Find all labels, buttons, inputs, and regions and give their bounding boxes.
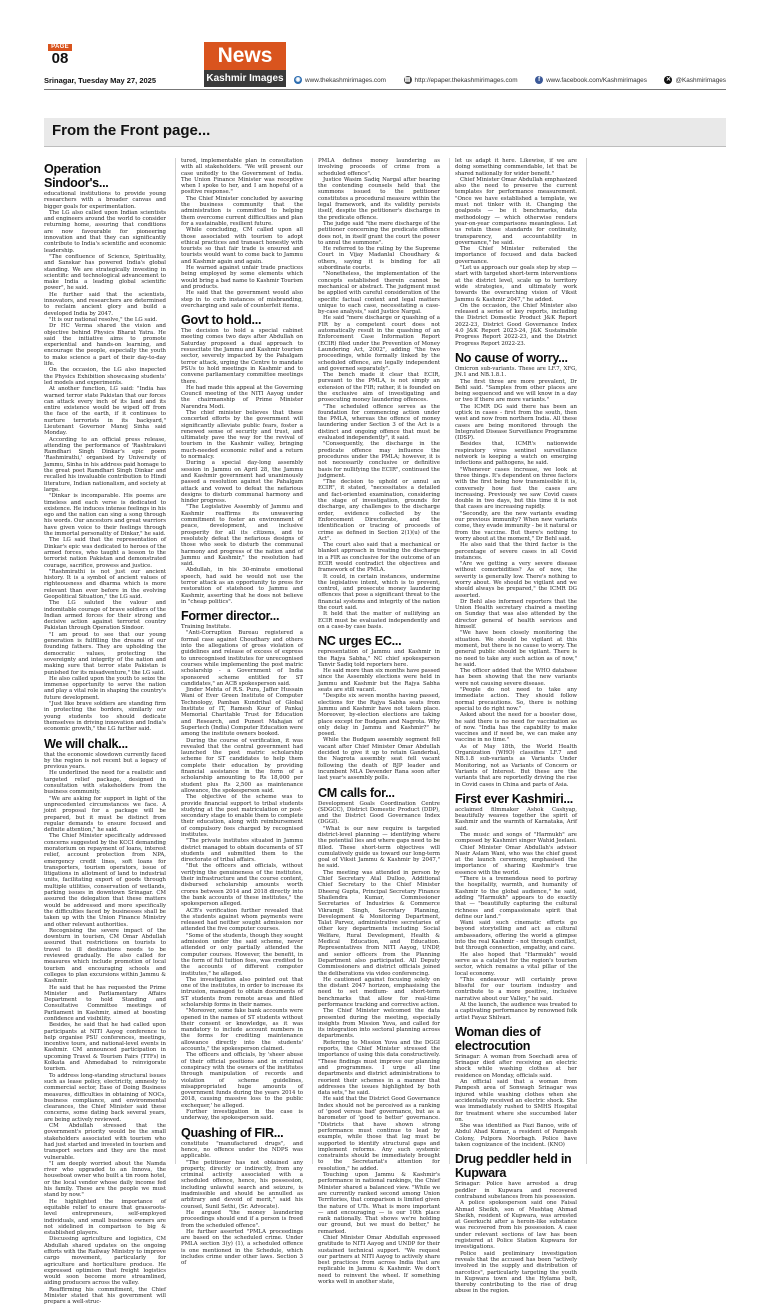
article-paragraph: "This endeavour will certainly prove blissful for our tourism industry and contribute to a more positive, inclusive narrative about our Valley," he said. [455, 976, 577, 1002]
article-paragraph: The meeting was attended in person by Chief Secretary Atal Dulloo, Additional Chief Secretary to the Chief Minister Dheeraj Gupta, Principal Secretary Finance Shailendra Kumar, Commissioner Secretaries of Industries & Commerce Vikramjit Singh, Secretary Planning, Development & Monitoring Department, Talat Parvez, administrative secretaries of other key departments including Social Welfare, Rural Development, Health & Medical Education, and Education. Representatives from NITI Aayog, UNDP, and senior officers from the Planning Department also participated. All Deputy Commissioners and district officials joined the deliberations via video conferencing. [318, 869, 440, 977]
section-title: News [217, 44, 273, 67]
article-paragraph: "It is our national resolve," the LG said. [49, 316, 158, 323]
article-paragraph: "What is our new require is targeted district-level planning — identifying where the potential lies and where gaps need to be filled. These short-term objectives will cumulatively guide us toward our long-term goal of Viksit Jammu & Kashmir by 2047," he said. [318, 825, 440, 870]
article-paragraph: Abdullah, in his 30-minute emotional speech, had said he would not use the terror attack as an opportunity to press for restoration of statehood to Jammu and Kashmir, asserting that he does not believe in "cheap politics". [181, 567, 303, 605]
article-paragraph: It could, in certain instances, undermine the legislative intent, which is to prevent, control, and prosecute money laundering offences that pose a significant threat to the financial systems and integrity of the nation the court said. [318, 573, 440, 612]
article-paragraph: The ICMR DG said there has been an uptick in cases - first from the south, then west and now from northern India. All these cases are being monitored through the Integrated Disease Surveillance Programme (IDSP). [455, 403, 577, 442]
article-paragraph: Training Institute. [181, 624, 231, 631]
article-paragraph: A police spokesperson said one Faisal Ahmad Sheikh, son of Mushtaq Ahmad Sheikh, resident of Kupwara, was arrested at Geerkuchi after a heroin-like substance was recovered from his possession. A case under relevant sections of law has been registered at Police Station Kupwara for investigations. [455, 1200, 577, 1251]
article-paragraph: He also hoped that "Harmukh" would serve as a catalyst for the region's tourism sector, which remains a vital pillar of the local economy. [455, 951, 577, 977]
article-paragraph: "People do not need to take any immediate action. They should follow normal precautions. So, there is nothing special to do right now." [455, 687, 577, 712]
article-paragraph: Besides, he said that he had called upon participants at NITI Aayog conference to help organise PSU conferences, meetings, incentive tours, and national-level events in Kashmir. CM announced participation in upcoming Travel & Tourism Fairs (TTFs) in Kolkata and Ahmedabad to reinvigorate tourism. [44, 1022, 166, 1073]
article-paragraph: "The confluence of Science, Spirituality, and Sanskar has powered India's global standing. We are strategically investing in scientific and technological advancement to make India a leading global scientific power", he said. [44, 253, 166, 292]
article-paragraph: He referred to the ruling by the Supreme Court in Vijay Madanlal Choudhary & others, saying it is binding for all subordinate courts. [318, 246, 440, 272]
article-paragraph: He said that the government would also step in to curb instances of misbranding, overcharging and sale of counterfeit items. [181, 290, 303, 309]
column-4 [455, 158, 577, 1295]
article-headline: Govt to hold... [181, 313, 262, 328]
article-paragraph: He also said that the third factor is the percentage of severe cases in all Covid instances. [455, 542, 577, 561]
facebook-link[interactable]: f www.facebook.com/Kashmirimages [535, 76, 647, 84]
column-divider [312, 158, 313, 1164]
article-paragraph: "The petitioner has not obtained any property, directly or indirectly, from any criminal activity associated with a scheduled offence, hence, his possession, including unlawful search and seizure, is inadmissible and should be annulled as arbitrary and devoid of merit," said his counsel, Sunil Sethi, (Sr. Advocate). [181, 1159, 303, 1210]
article-paragraph: He also called upon the youth to seize the immense opportunity to serve the nation and play a vital role in shaping the country's future development. [44, 675, 166, 701]
article-paragraph: The LG saluted the valour and indomitable courage of brave soldiers of the Indian armed forces for their strong and decisive action against terrorist country Pakistan through Operation Sindoor. [44, 600, 166, 632]
article-paragraph: "Whenever cases increase, we look at three things. It's dependent on three factors with the first being how transmissible it is, conversely how fast the cases are increasing. Previously we saw Covid cases double in two days, but this time it is not that cases are increasing rapidly. [455, 466, 577, 511]
website-link[interactable]: ◉ www.thekashmirimages.com [295, 76, 386, 84]
article-paragraph: PMLA defines money laundering as involving proceeds of crime from a scheduled offence". [318, 158, 440, 177]
masthead-rule [44, 89, 726, 90]
social-links [294, 76, 726, 84]
article-paragraph: Chief Minister Omar Abdullah expressed gratitude to NITI Aayog and UNDP for their sustained technical support. "We request our partners at NITI Aayog to actively share best practices from across India that are replicable in Jammu & Kashmir. We don't need to reinvent the wheel. If something works well in another state, [318, 1234, 440, 1286]
article-paragraph: The Chief Minister welcomed the data presented during the meeting, especially insights from Mission Yuva, and called for its integration into sectoral planning across departments. [318, 1008, 440, 1040]
article-paragraph: "The Legislative Assembly of Jammu and Kashmir reaffirms its unwavering commitment to foster an environment of peace, development, and inclusive prosperity for all its citizens, and to resolutely defeat the nefarious designs of those who seek to disturb the communal harmony and progress of the nation and of Jammu and Kashmir," the resolution had said. [181, 504, 303, 568]
article-paragraph: "Just like brave soldiers are standing firm in protecting the borders, similarly our young students too should dedicate themselves in driving innovation and India's economic growth," the LG further said. [44, 701, 166, 733]
article-paragraph: Srinagar: A woman from Soechadi area of Srinagar died after receiving an electric shock while washing clothes at her residence on Monday, officials said. [455, 1053, 577, 1079]
article-paragraph: He said that he has requested the Prime Minister and Parliamentary Affairs Department to hold Standing and Consultative Committee meetings of Parliament in Kashmir, aimed at boosting confidence and visibility. [44, 984, 166, 1022]
article-paragraph: "Anti-Corruption Bureau registered a formal case against Choudhary and others into the allegations of gross violation of guidelines and release of excess of express to unrecognised institutes for unrecognised courses while implementing the post matric scholarship - a Government of India sponsored scheme entitled for ST candidates," an ACB spokesperson said. [181, 630, 303, 687]
column-divider [449, 158, 450, 1164]
article-paragraph: On the occasion, the LG also inspected the Physics Exhibition showcasing students' led models and experiments. [44, 367, 166, 386]
article-paragraph: He underlined the need for a realistic and targeted relief package, designed in consultation with stakeholders from the business community. [44, 770, 166, 796]
epaper-link[interactable]: ▤ http://epaper.thekashmirimages.com [404, 76, 518, 84]
article-paragraph: It held that the matter of nullifying an ECIR must be evaluated independently and on a case-by case basis. [318, 611, 440, 630]
article-paragraph: "Rashmirathi is not just our ancient history. It is a symbol of ancient values of righteousness and dharma which is more relevant than ever before in the evolving Geopolitical Situation," the LG said. [44, 568, 166, 600]
article-headline: NC urges EC... [318, 634, 402, 649]
article-paragraph: Recognising the severe impact of the downturn in tourism, CM Omar Abdullah assured that restrictions on tourists to travel to ill destinations needs to be reviewed gradually. He also called for measures which include promotion of local tourism and encouraging schools and colleges to plan excursions within Jammu & Kashmir. [44, 927, 166, 985]
article-paragraph: Omicron sub-variants. These are LF.7, XFG, JN.1 and NB.1.8.1. [455, 365, 577, 379]
article-headline: Former director... [181, 609, 280, 624]
article-paragraph: "Dinkar is incomparable. His poems are timeless and each verse is dedicated to existence. He induces intense feelings in his ego and the nation can sing a song through his words. Our ancestors and great warriors have given voice to their feelings through the immortal personality of Dinkar," he said. [44, 493, 166, 538]
article-headline: We will chalk... [44, 736, 128, 751]
article-paragraph: The judge said "the mere discharge of the petitioner concerning the predicate offence does not, in itself grant the court the power to annul the summons". [318, 220, 440, 246]
facebook-icon: f [535, 76, 543, 84]
article-headline: Drug peddler held in Kupwara [455, 1152, 572, 1181]
article-paragraph: tured, implementable plan in consultation with all stakeholders. "We will present our case unitedly to the Government of India. The Union Finance Minister was receptive when I spoke to her, and I am hopeful of a positive response." [181, 158, 303, 196]
article-paragraph: Jinder Mehta of R.S. Pura, Jaffer Hussain Wani of Ever Green Institute of Computer Technology, Pamban Kundrihal of Global Institute of IT, Ramesh Kour of Pankaj Memorial Charitable Trust for Education and Research, and Puneet Mahajan of Supertech (India) Computer Education were among the institute owners booked. [181, 687, 303, 738]
article-paragraph: The investigation also pointed out that one of the institutes, in order to increase its intrusion, managed to obtain documents of ST students from remote areas and filled scholarship forms in their names. [181, 976, 303, 1008]
article-paragraph: The objective of the scheme was to provide financial support to tribal students studying at the post matriculation or post-secondary stage to enable them to complete their education, along with reimbursement of compulsory fees charged by recognised institutes. [181, 794, 303, 838]
article-paragraph: He had made this appeal at the Governing Council meeting of the NITI Aayog under the chairmanship of Prime Minister Narendra Modi. [181, 384, 303, 410]
article-paragraph: "Consequently, the discharge in the predicate offence may influence the procedures under the PMLA; however, it is not necessarily conclusive or definitive basis for nullifying the ECIR", continued the judgment. [318, 441, 440, 479]
article-paragraph: Wani said such cinematic efforts go beyond storytelling and act as cultural ambassadors, offering the world a glimpse into the real Kashmir - not through conflict, but through connection, empathy, and care. [455, 920, 577, 952]
page-label: PAGE [48, 44, 72, 51]
article-paragraph: CM Abdullah stressed that the government's priority would be the small stakeholders associated with tourism who had just started and invested in tourism and transport sectors and they are the most vulnerable. [44, 1123, 166, 1161]
article-paragraph: "We are asking for support in light of the unprecedented circumstances we face. A joint proposal for a package will be prepared, but it must be distinct from regular demands to ensure focused and definite attention," he said. [44, 795, 166, 834]
article-paragraph: Justice Wasim Sadiq Nargal after hearing the contending counsels held that the summons issued to the petitioner constitutes a procedural measure within the legal framework, and its validity persists itself, despite the petitioner's discharge in the predicate offence. [318, 176, 440, 221]
brand-name: Kashmir Images [204, 70, 286, 87]
article-paragraph: The decision to hold a special cabinet meeting comes two days after Abdullah on Saturday proposed a dual approach to resuscitate the Jammu and Kashmir tourism sector, severely impacted by the Pahalgam terror attack, urging the Centre to mandate PSUs to hold meetings in Kashmir and to convene parliamentary committee meetings there. [181, 328, 303, 385]
article-headline: Quashing of FIR... [181, 1125, 284, 1140]
article-paragraph: let us adapt it here. Likewise, if we are doing something commendable, let that be shared nationally for wider benefit." [455, 158, 577, 177]
article-paragraph: representation of Jammu and Kashmir in the Rajya Sabha," NC chief spokesperson Tanvir Sadiq told reporters here. [318, 649, 440, 668]
article-paragraph: "Secondly, are the new variants evading our previous immunity? When new variants come, they evade immunity - be it natural or from the vaccine. But there's nothing to worry about at the moment," Dr Behl said. [455, 510, 577, 542]
x-link[interactable]: ✕ @Kashmirimages [665, 76, 726, 84]
article-paragraph: that the economic slowdown currently faced by the region is not recent but a legacy of previous years. [44, 751, 166, 771]
article-paragraph: He highlighted the importance of equitable relief to ensure that grassroots-level entrepreneurs, self-employed individuals, and small business owners are not sidelined in comparison to big & established players. [44, 1198, 166, 1237]
article-headline: First ever Kashmiri... [455, 791, 573, 806]
article-paragraph: The first three are more prevalent, Dr Behl said. "Samples from other places are being sequenced and we will know in a day or two if there are more variants." [455, 378, 577, 404]
column-divider [586, 158, 587, 1164]
article-paragraph: As of May 18th, the World Health Organization (WHO) classifies LF.7 and NB.1.8 sub-variants as Variants Under Monitoring, not as Variants of Concern or Variants of Interest. But these are the variants that are reportedly driving the rise in Covid cases in China and parts of Asia. [455, 743, 577, 788]
article-paragraph: Srinagar: Police have arrested a drug peddler in Kupwara and recovered contraband substances from his possession. [455, 1181, 577, 1200]
article-paragraph: Referring to Mission Yuva and the DGGI reports, the Chief Minister stressed the importance of using this data constructively. "These findings must improve our planning and programmes. I urge all line departments and district administrations to reorient their schemes in a manner that addresses the issues highlighted by both data sets," he said. [318, 1039, 440, 1097]
article-paragraph: acclaimed filmmaker Ashok Cashyap, beautifully weaves together the spirit of Kashmir and the warmth of Karnataka, Arif said. [455, 806, 577, 832]
article-paragraph: "The private institutes situated in Jammu district managed to obtain documents of ST students and submitted them to the directorate of tribal affairs. [181, 838, 303, 864]
article-paragraph: She was identified as Fazi Banoo, wife of Abdul Ahad Kumar, a resident of Pampesh Colony, Pulpora Noorbagh. Police have taken cognizance of the incident. (KNO) [455, 1123, 577, 1149]
article-paragraph: The Chief Minister concluded by assuring the business community that the administration is committed to helping them overcome current difficulties and plan for a sustainable, resilient future. [181, 195, 303, 227]
article-paragraph: While the Budgam assembly segment fell vacant after Chief Minister Omar Abdullah decided to give it up to retain Ganderbal, the Nagrota assembly seat fell vacant following the death of BJP leader and incumbent MLA Devender Rana soon after last year's assembly polls. [318, 737, 440, 782]
article-paragraph: "We have been closely monitoring the situation. We should be vigilant at this moment, but there is no cause to worry. The general public should be vigilant. There is no need to take any such action as of now," he said. [455, 630, 577, 668]
article-paragraph: "The scheduled offence serves as the foundation for commencing action under the PMLA, whereas the offence of money laundering under Section 3 of the Act is a distinct and ongoing offence that must be evaluated independently", it said. [318, 403, 440, 442]
article-paragraph: He said "mere discharge or quashing of a FIR by a competent court does not automatically result in the quashing of an Enforcement Case Information Report (ECIR) filed under the Prevention of Money Laundering Act, 2002", adding "the two proceedings, while formally linked by the scheduled offence, are legally independent and governed separately". [318, 315, 440, 372]
article-paragraph: constitute "manufactured drugs", and hence, no offence under the NDPS was applicable. [181, 1140, 303, 1160]
article-paragraph: Police said preliminary investigation reveals that the accused has been "actively involved in the supply and distribution of narcotics", particularly targeting the youth in Kupwara town and the Hylama belt, thereby contributing to the rise of drug abuse in the region. [455, 1250, 577, 1295]
column-3 [318, 158, 441, 1286]
article-paragraph: "Let us approach our goals step by step — start with targeted short-term interventions at the district level, scale up to territory wide strategies, and ultimately work towards the overarching vision of Viksit Jammu & Kashmir 2047," he added. [455, 265, 577, 303]
article-paragraph: He warned against unfair trade practices being employed by some elements which would bring a bad name to Kashmir Tourism and products. [181, 265, 303, 290]
article-paragraph: An official said that a woman from Pampesh area of Sonwagh Srinagar was injured while washing clothes when she accidentally received an electric shock. She was immediately rushed to SMHS Hospital for treatment where she succumbed later on. [455, 1079, 577, 1123]
article-paragraph: "But the officers and officials, without verifying the genuineness of the institutes, their infrastructure and the course content, disbursed scholarship amounts worth crores between 2014 and 2018 directly into the bank accounts of these institutes," the spokesperson alleged. [181, 863, 303, 908]
article-paragraph: "Are we getting a very severe disease without comorbidities? As of now, the severity is generally low. There's nothing to worry about. We should be vigilant and we should always be prepared," the ICMR DG asserted. [455, 561, 577, 599]
article-paragraph: Asked about the need for a booster dose, he said there is no need for vaccination as of now. "India has the capability to make vaccines and if need be, we can make any vaccine in no time." [455, 712, 577, 744]
column-2 [181, 158, 303, 1267]
article-headline: No cause of worry... [455, 350, 568, 365]
article-paragraph: Dr HC Verma shared the vision and objective behind Physics Bharat Yatra. He said the initiative aims to promote experiential and hands-on learning, and encourage the people, especially the youth to make science a part of their day-to-day life. [44, 323, 166, 368]
x-icon: ✕ [665, 77, 671, 83]
article-paragraph: ACB's verification further revealed that the students against whom payments were released had neither sought admission nor attended the five computer courses. [181, 907, 303, 933]
article-paragraph: Dr Behl also informed reporters that the Union Health secretary chaired a meeting on Sunday that was also attended by the director general of health services and himself. [455, 598, 577, 631]
page-number: 08 [51, 50, 69, 67]
article-paragraph: "Some of the students, though they sought admission under the said scheme, never attended or only partially attended the computer courses. However, the benefit, in the form of full tuition fees, was credited to the accounts of different computer institutes," he alleged. [181, 932, 303, 977]
article-paragraph: The court also said that a mechanical or blanket approach in treating the discharge in a FIR as conclusive for the outcome of an ECIR would contradict the objectives and framework of the PMLA. [318, 542, 440, 574]
article-paragraph: While concluding, CM called upon all those associated with tourism to adopt ethical practices and transact honestly with tourists so that fair trade is ensured and tourists would want to come back to Jammu and Kashmir again and again. [181, 227, 303, 265]
front-page-band [44, 118, 726, 147]
article-paragraph: "There is a tremendous need to portray the hospitality, warmth, and humanity of Kashmir to the global audience," he said, adding "Harmukh" appears to do exactly that — "beautifully capturing the cultural richness and compassionate spirit that define our land." [455, 876, 577, 920]
article-paragraph: The chief minister believes that these concerted efforts by the government will significantly alleviate public fears, foster a renewed sense of security and trust, and ultimately pave the way for the revival of tourism in the Kashmir valley, bringing much-needed economic relief and a return to normalcy. [181, 409, 303, 461]
edition-date: Srinagar, Tuesday May 27, 2025 [44, 76, 157, 85]
article-paragraph: According to an official press release, attending the performance of 'Rashtrakavi Ramdhari Singh Dinkar's epic poem 'Rashmirathi,' organised by University of Jammu, Sinha in his address paid homage to the great poet Ramdhari Singh Dinkar and recalled his invaluable contribution to Hindi literature, Indian nationalism, and society at large. [44, 436, 166, 493]
article-paragraph: The bench made it clear that ECIR, pursuant to the PMLA, is not simply an extension of the FIR; rather, it is founded on the exclusive aim of investigating and prosecuting money laundering offences. [318, 372, 440, 404]
article-paragraph: Reaffirming his commitment, the Chief Minister stated that his government will prepare a well-struc- [44, 1286, 166, 1306]
page-number-badge [48, 44, 72, 68]
epaper-icon: ▤ [404, 77, 411, 83]
article-paragraph: The LG also called upon Indian scientists and engineers around the world to consider returning home, assuring that conditions are now favourable for pioneering innovation and that they can significantly contribute to India's scientific and economic leadership. [44, 209, 166, 254]
article-paragraph: Discussing agriculture and logistics, CM Abdullah shared updates on the ongoing efforts with the Railway Ministry to improve cargo movement, particularly for agriculture and horticulture produce. He expressed optimism that freight logistics would soon become more streamlined, aiding producers across the valley. [44, 1236, 166, 1287]
article-paragraph: The Chief Minister reiterated the importance of focused and data backed governance. [455, 246, 577, 265]
article-paragraph: During a special day-long assembly session in Jammu on April 28, the Jammu and Kashmir government had unanimously passed a resolution against the Pahalgam attack and vowed to defeat the nefarious designs to disturb communal harmony and hinder progress. [181, 460, 303, 505]
article-paragraph: Besides that, ICMR's nationwide respiratory virus sentinel surveillance network is keeping a watch on emerging infections and pathogens, he said. [455, 441, 577, 467]
article-paragraph: The LG said that the representation of Dinkar's epic was dedicated to heroes of the armed forces, who taught a lesson to the terrorist nation Pakistan and demonstrated courage, sacrifice, prowess and justice. [44, 537, 166, 569]
article-paragraph: "I am proud to see that our young generation is fulfilling the dreams of our founding fathers. They are upholding the democratic values, protecting the sovereignty and integrity of the nation and making sure that terror state Pakistan is punished for its misadventure," the LG said. [44, 631, 166, 676]
article-paragraph: During the course of verification, it was revealed that the central government had launched the post matric scholarship scheme for ST candidates to help them complete their education by providing financial assistance in the form of a scholarship amounting to Rs 18,000 per student plus Rs 2,500 as maintenance allowance, the spokesperson said. [181, 737, 303, 794]
article-paragraph: He said that the District Good Governance Index should not be perceived as a ranking of 'good versus bad' governance, but as a barometer of 'good to better' governance. "Districts that have shown strong performance must continue to lead by example, while those that lag must be supported to identify structural gaps and implement reforms. Any such systemic constraints should be immediately brought to the Secretariat's attention for resolution," he added. [318, 1096, 440, 1172]
article-paragraph: "Nonetheless, the implementation of the concepts established therein cannot be mechanical or abstract. The judgment must be applied with careful consideration of the specific factual context and legal matters unique to each case, necessitating a case-by-case analysis," said Justice Nargal. [318, 271, 440, 316]
band-title: From the Front page... [52, 122, 211, 139]
article-paragraph: He further said that the scientists, innovators, and researchers are determined to reclaim ancient glory and build a developed India by 2047. [44, 291, 166, 317]
column-1 [44, 158, 166, 1306]
article-paragraph: At another function, LG said: "India has warned terror state Pakistan that our forces can attack every inch of its land and its entire existence would be wiped off from the face of the earth, if it continues to nurture terrorists in its backyard," Lieutenant Governor Manoj Sinha said Monday. [44, 386, 166, 437]
article-paragraph: He cautioned against focusing solely on the distant 2047 horizon, emphasising the need to set medium- and short-term benchmarks that allow for real-time performance tracking and corrective action. [318, 976, 440, 1008]
article-paragraph: To address long-standing structural issues such as lease policy, electricity, amnesty to commercial sector, Ease of Doing Business measures, difficulties in obtaining of NOCs, business compliance, and environmental clearances, the Chief Minister said these concerns, some dating back several years, are being actively reviewed. [44, 1072, 166, 1123]
article-paragraph: He said more than six months have passed since the Assembly elections were held in Jammu and Kashmir but the Rajya Sabha seats are still vacant. [318, 668, 441, 694]
article-paragraph: The officer added that the WHO database has been showing that the new variants were not causing severe disease. [455, 668, 577, 687]
article-headline: CM calls for... [318, 785, 395, 800]
article-paragraph: The music and songs of "Harmukh" are composed by Kashmiri singer Wahid Jeelani. [455, 831, 577, 845]
article-headline: Woman dies of electrocution [455, 1024, 541, 1053]
globe-icon: ◉ [295, 77, 301, 83]
article-paragraph: Further investigation in the case is underway, the spokesperson said. [181, 1109, 303, 1122]
article-paragraph: educational institutions to provide young researchers with a broader canvas and bigger goals for experimentation. [44, 191, 166, 210]
article-paragraph: "Despite six seven months having passed, elections for the Rajya Sabha seats from Jammu and Kashmir have not taken place. Moreover, by-election elections are taking place except for Budgam and Nagrota. Why only delay in Jammu and Kashmir?" he posed. [318, 693, 440, 738]
article-headline: Operation Sindoor's... [44, 162, 109, 190]
article-paragraph: Chief Minister Omar Abdullah emphasized also the need to preserve the current templates for performance measurement. "Once we have established a template, we must not tinker with it. Changing the goalposts — be it benchmarks, data methodology — which otherwise renders year-on-year comparisons meaningless. Let us retain these standards for continuity, transparency, and accountability in governance," he said. [455, 176, 577, 246]
article-paragraph: The Chief Minister specifically addressed concerns suggested by the KCCI demanding moratorium on repayment of loans, interest relief, account protection from NPA, emergency credit lines, soft loans for transporters, tourism operators, issue of litigations in allotment of land to industrial units, facilitating export of goods through multiple utilities, conservation of wetlands, parking issues in downtown Srinagar. CM assured the delegation that these matters would be addressed and more specifically the difficulties faced by businesses shall be taken up with the Union Finance Ministry and other relevant authorities. [44, 833, 166, 928]
article-paragraph: On the occasion, the Chief Minister also released a series of key reports, including the District Domestic Product J&K Report 2022-23, District Good Governance Index 4.0 J&K Report 2023-24, J&K Sustainable Progress Report 2022-23, and the District Progress Report 2022-23. [455, 302, 577, 347]
article-paragraph: Touching upon Jammu & Kashmir's performance in national rankings, the Chief Minister shared a balanced view. "While we are currently ranked second among Union Territories, that comparison is limited given the nature of UTs. What is more important — and encouraging — is our 10th place rank nationally. That shows we're holding our ground, but we must do better," he remarked. [318, 1172, 440, 1235]
article-paragraph: Development Goals Coordination Centre (SDGCC), District Domestic Product (DDP), and the District Good Governance Index (DGGI). [318, 800, 440, 826]
article-paragraph: He argued "the money laundering proceedings should end if a person is freed from the scheduled offence". [181, 1209, 303, 1229]
article-paragraph: He further asserted "PMLA proceedings are based on the scheduled crime. Under PMLA section 3(y) (1), a scheduled offence is one mentioned in the Schedule, which includes crime under other laws. Section 3 of [181, 1228, 303, 1267]
article-paragraph: "I am deeply worried about the Namda river who upgraded to an Innova, the houseboat owner who built a tin room hotel, or the local vendor whose daily income fed his family. These are the people we must stand by now." [44, 1160, 166, 1199]
article-paragraph: Chief Minister Omar Abdullah's advisor Nasir Aslam Wani, who was the chief guest at the launch ceremony, emphasised the importance of sharing Kashmir's true essence with the world. [455, 844, 577, 876]
article-paragraph: "The decision to uphold or annul an ECIR", it stated, "necessitates a detailed and fact-oriented examination, considering the stage of investigation, grounds for discharge, any challenges to the discharge order, evidence collected by the Enforcement Directorate, and the identification or tracing of proceeds of crime as defined in Section 2(1)(u) of the Act". [318, 479, 440, 542]
article-paragraph: The officers and officials, by 'sheer abuse of their official positions and in criminal conspiracy with the owners of the institutes through manipulation of records and violation of scheme guidelines, misappropriated huge amounts of government funds during the years 2014 to 2018, causing massive loss to the public exchequer,' he alleged. [181, 1052, 303, 1109]
article-paragraph: At the launch, the audience was treated to a captivating performance by renowned folk artist Fayaz Shilvari. [455, 1002, 577, 1021]
column-divider [175, 158, 176, 1164]
article-paragraph: "Moreover, some fake bank accounts were opened in the names of ST students without their consent or knowledge, as it was mandatory to include account numbers in the forms for crediting maintenance allowance directly into the students' accounts," the spokesperson claimed. [181, 1008, 303, 1053]
section-masthead [204, 42, 286, 87]
